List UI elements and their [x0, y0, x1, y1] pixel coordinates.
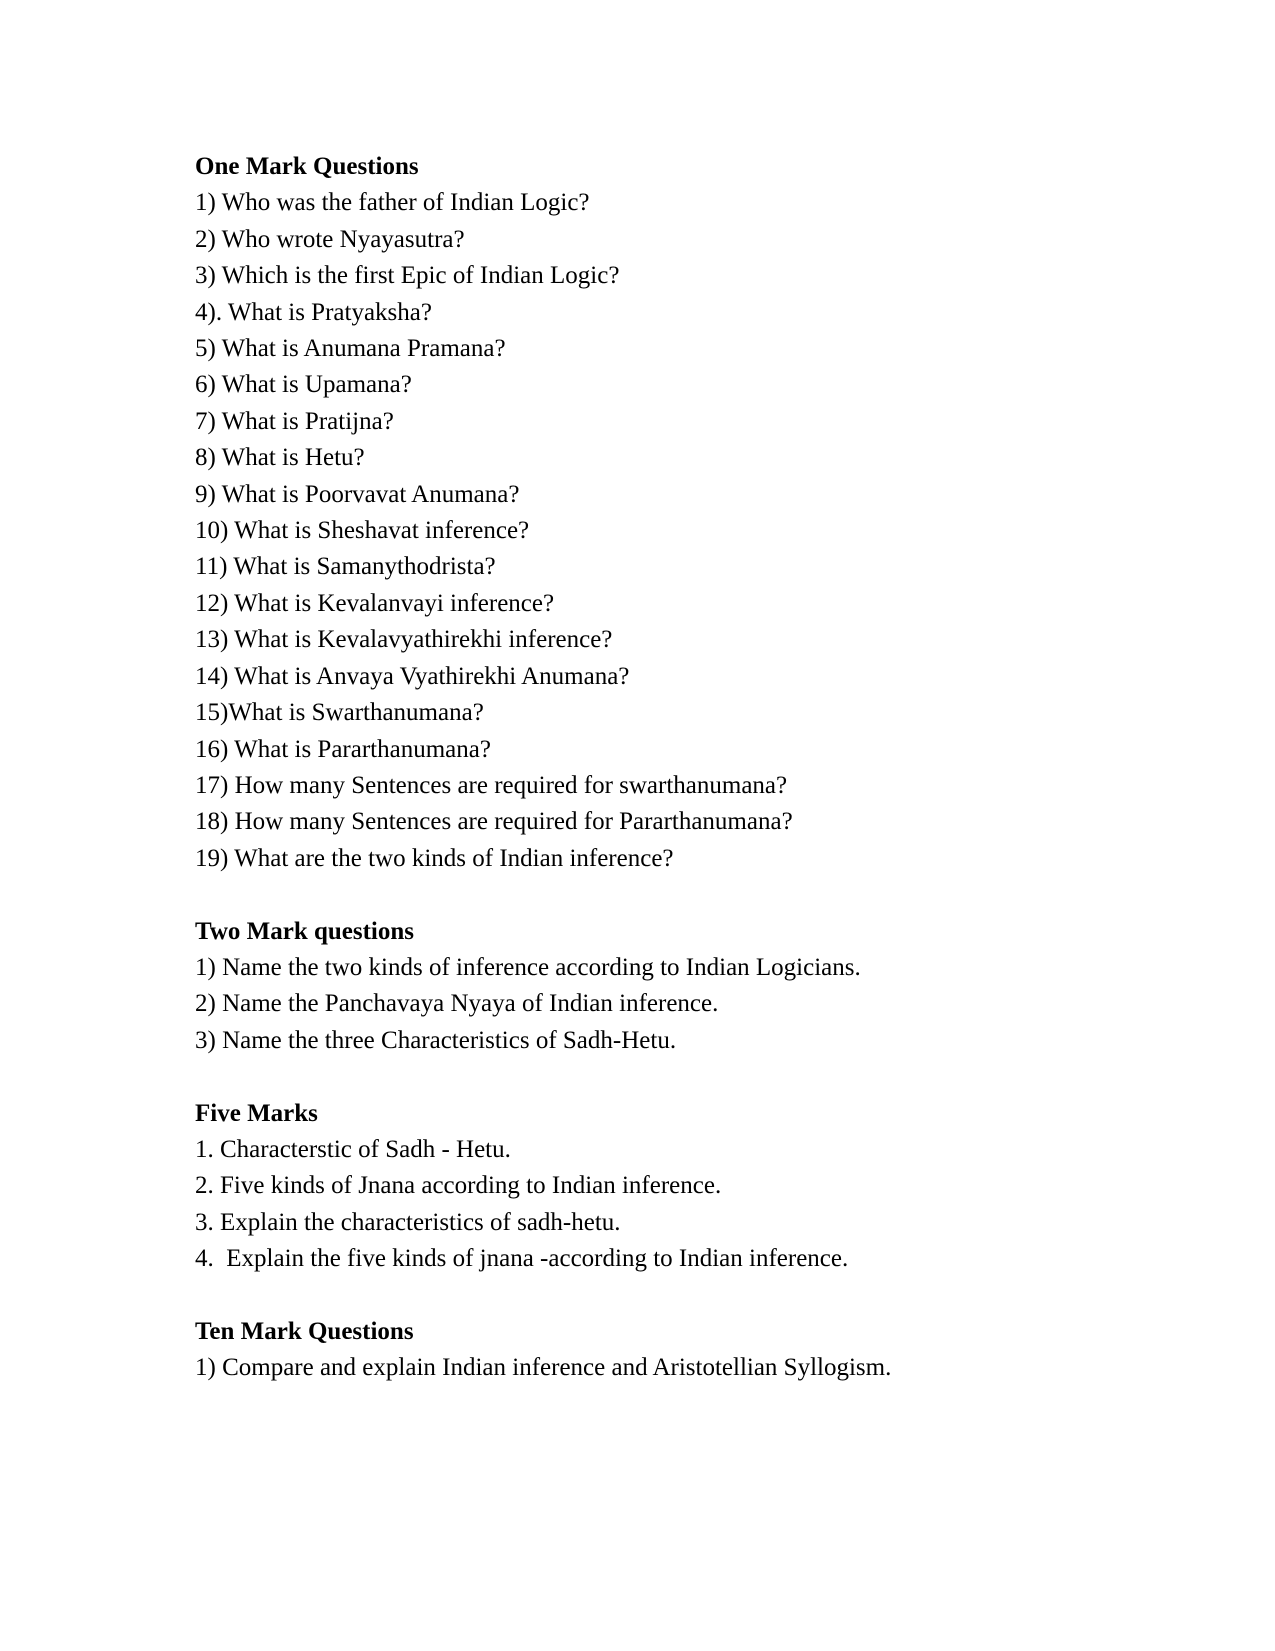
question-item: 18) How many Sentences are required for Pararthanumana? [195, 808, 793, 836]
question-item: 17) How many Sentences are required for swarthanumana? [195, 771, 788, 799]
question-item: 8) What is Hetu? [195, 444, 365, 472]
question-item: 7) What is Pratijna? [195, 407, 394, 435]
five-mark-section [195, 1096, 1215, 1278]
question-item: 2) Who wrote Nyayasutra? [195, 225, 465, 253]
question-item: 10) What is Sheshavat inference? [195, 517, 530, 545]
question-item: 19) What are the two kinds of Indian inference? [195, 844, 674, 872]
question-list [195, 185, 1215, 877]
two-mark-section [195, 914, 1215, 1060]
question-item: 12) What is Kevalanvayi inference? [195, 589, 555, 617]
question-list [195, 1132, 1215, 1278]
question-list [195, 1350, 1215, 1386]
question-item: 14) What is Anvaya Vyathirekhi Anumana? [195, 662, 630, 690]
question-item: 3) Name the three Characteristics of Sadh-Hetu. [195, 1026, 677, 1054]
question-item: 16) What is Pararthanumana? [195, 735, 491, 763]
question-item: 6) What is Upamana? [195, 371, 412, 399]
question-item: 1) Who was the father of Indian Logic? [195, 189, 590, 217]
question-item: 11) What is Samanythodrista? [195, 553, 496, 581]
question-paper-content [195, 149, 1215, 1387]
question-item: 9) What is Poorvavat Anumana? [195, 480, 520, 508]
section-heading: Ten Mark Questions [195, 1317, 414, 1345]
question-item: 13) What is Kevalavyathirekhi inference? [195, 626, 613, 654]
question-item: 4). What is Pratyaksha? [195, 298, 432, 326]
section-heading: Five Marks [195, 1099, 318, 1127]
section-heading: One Mark Questions [195, 153, 419, 180]
question-item: 2) Name the Panchavaya Nyaya of Indian inference. [195, 990, 719, 1018]
ten-mark-section [195, 1314, 1215, 1387]
question-item: 1. Characterstic of Sadh - Hetu. [195, 1135, 511, 1163]
question-item: 2. Five kinds of Jnana according to Indian inference. [195, 1172, 722, 1200]
question-item: 3. Explain the characteristics of sadh-hetu. [195, 1208, 621, 1236]
question-item: 1) Name the two kinds of inference according to Indian Logicians. [195, 953, 861, 981]
question-item: 4. Explain the five kinds of jnana -according to Indian inference. [195, 1245, 849, 1273]
question-item: 1) Compare and explain Indian inference and Aristotellian Syllogism. [195, 1354, 892, 1382]
question-item: 15)What is Swarthanumana? [195, 699, 484, 727]
question-item: 5) What is Anumana Pramana? [195, 335, 506, 363]
one-mark-section [195, 149, 1215, 877]
section-heading: Two Mark questions [195, 917, 415, 945]
question-item: 3) Which is the first Epic of Indian Logic? [195, 262, 620, 290]
question-list [195, 950, 1215, 1059]
